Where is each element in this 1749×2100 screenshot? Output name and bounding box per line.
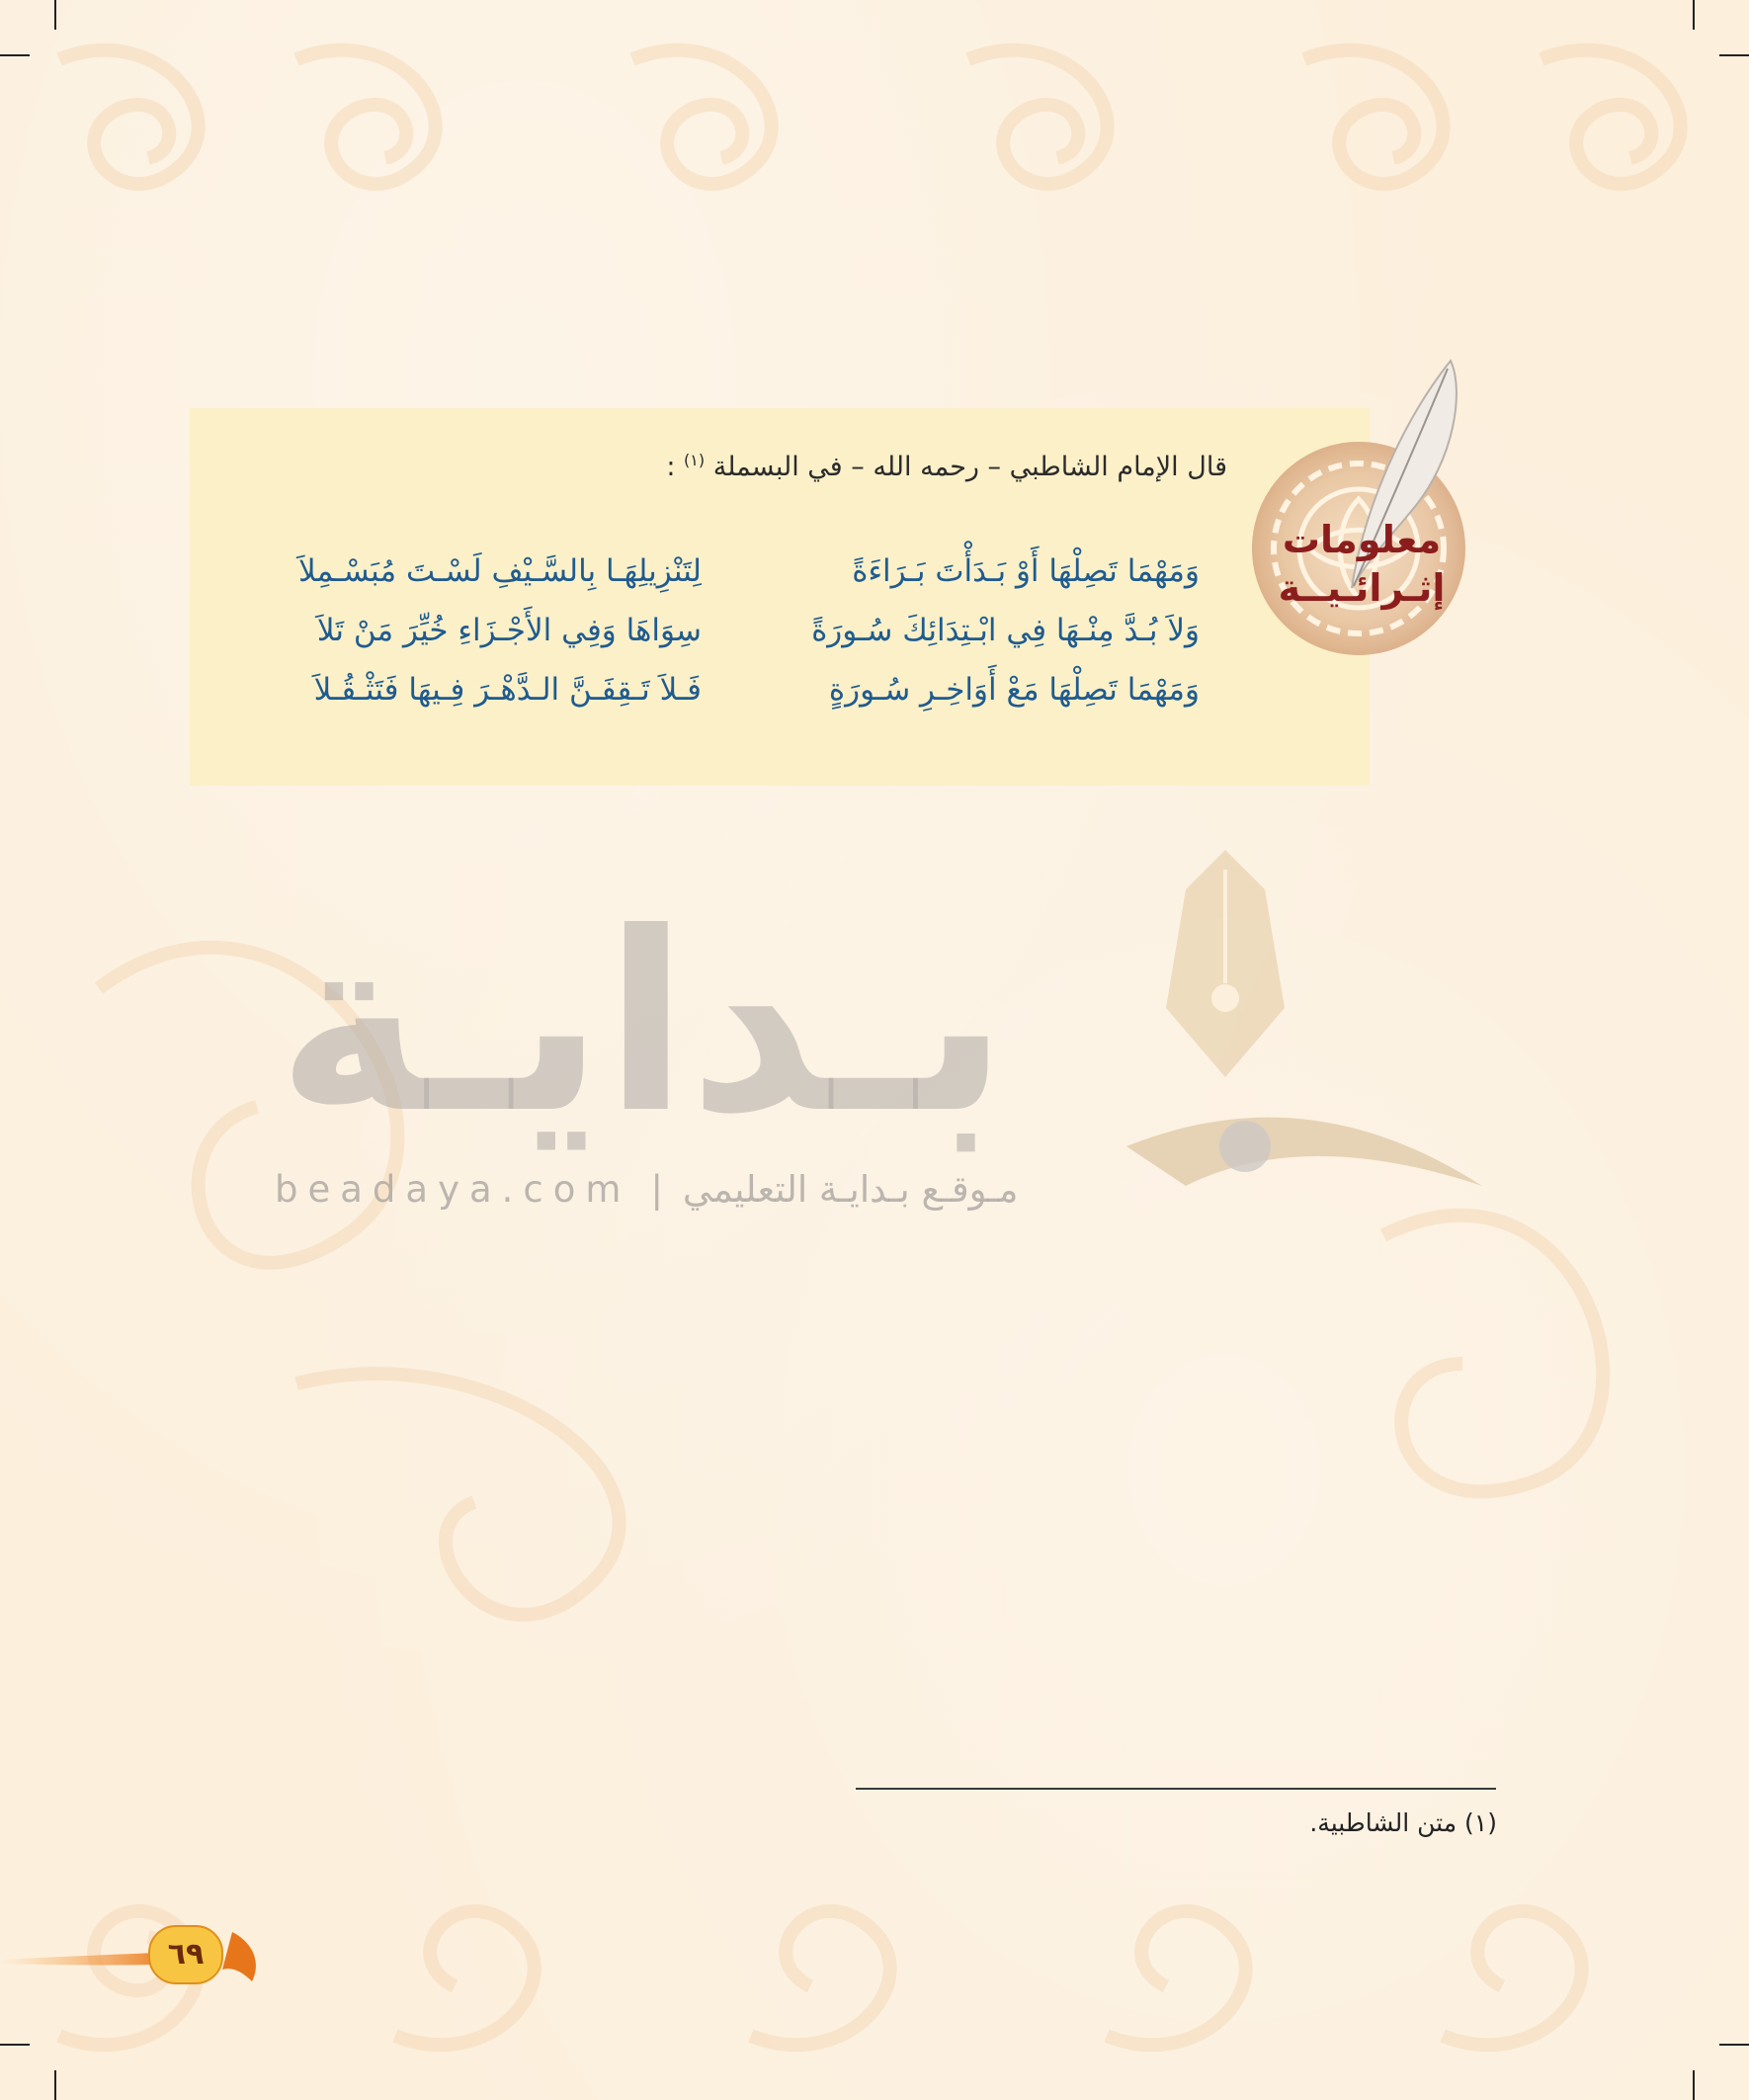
quill-medallion-icon: [1245, 351, 1492, 677]
footnote-ref: (١): [684, 451, 706, 469]
verse-3-second-hemistich: فَـلاَ تَـقِفَـنَّ الـدَّهْـرَ فِـيهَا فَتَثْـقُـلاَ: [313, 672, 702, 708]
verse-2-second-hemistich: سِوَاهَا وَفِي الأَجْـزَاءِ خُيِّرَ مَنْ تَلاَ: [316, 613, 702, 648]
crop-mark: [54, 2070, 56, 2100]
crop-mark: [1719, 2044, 1749, 2046]
intro-text: قال الإمام الشاطبي – رحمه الله – في البسملة: [712, 452, 1227, 482]
intro-colon: :: [666, 452, 676, 482]
verse-1-first-hemistich: وَمَهْمَا تَصِلْهَا أَوْ بَـدَأْتَ بَـرَاءَةً: [852, 553, 1200, 589]
watermark-url: beadaya.com: [275, 1168, 631, 1211]
crop-mark: [1693, 0, 1695, 30]
crop-mark: [0, 54, 30, 56]
page-number: ٦٩: [148, 1925, 223, 1984]
watermark-subtitle: [275, 1168, 1018, 1211]
watermark-brand: بـدايـة: [277, 880, 1009, 1167]
intro-line: [666, 451, 1227, 482]
verse-2-first-hemistich: وَلاَ بُـدَّ مِنْـهَا فِي ابْـتِدَائِكَ سُـورَةً: [811, 613, 1200, 648]
badge-title-line2: إثـرائـيــة: [1278, 566, 1446, 610]
crop-mark: [0, 2044, 30, 2046]
footnote-text: (١) متن الشاطبية.: [1309, 1808, 1497, 1837]
page-number-decoration: [0, 1912, 277, 1991]
watermark-separator: |: [650, 1168, 663, 1211]
verse-1-second-hemistich: لِتَنْزِيلِهَـا بِالسَّـيْفِ لَسْـتَ مُبَسْـمِلاَ: [298, 553, 702, 589]
crop-mark: [1719, 54, 1749, 56]
badge-title-line1: معلومات: [1282, 518, 1442, 561]
footnote-divider: [856, 1788, 1496, 1790]
crop-mark: [54, 0, 56, 30]
watermark-tagline: مـوقـع بـدايـة التعليمي: [682, 1168, 1019, 1211]
verse-3-first-hemistich: وَمَهْمَا تَصِلْهَا مَعْ أَوَاخِـرِ سُـورَةٍ: [828, 672, 1200, 708]
crop-mark: [1693, 2070, 1695, 2100]
